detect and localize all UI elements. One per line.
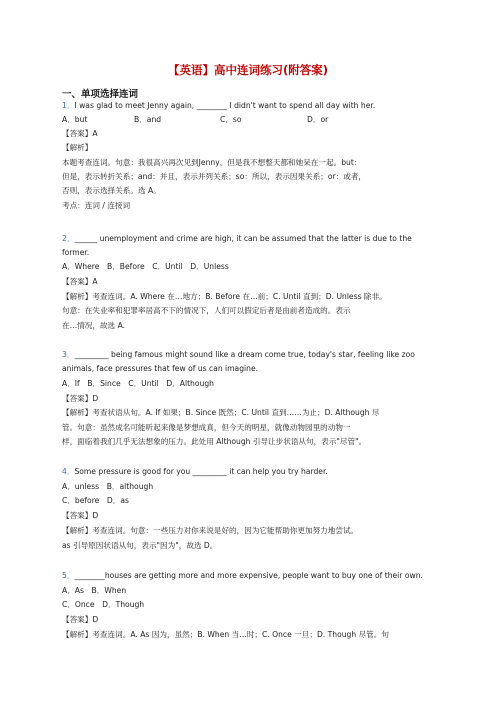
section-heading: 一、单项选择连词 bbox=[62, 89, 139, 100]
question-2-stem bbox=[62, 234, 412, 244]
analysis-line: 句意：在失业率和犯罪率居高不下的情况下，人们可以假定后者是由前者造成的。表示 bbox=[62, 306, 351, 315]
question-5-stem bbox=[62, 571, 423, 581]
analysis-line: 样，面临着我们几乎无法想象的压力。此处用 Although 引导让步状语从句，表示"尽管"。 bbox=[62, 437, 367, 446]
analysis-line: 【解析】考查状语从句。A. If 如果；B. Since 既然；C. Until 直到……为止；D. Although 尽 bbox=[62, 408, 380, 417]
analysis-line: 【解析】考查连词。A. Where 在…地方；B. Before 在…前；C. Until 直到；D. Unless 除非。 bbox=[62, 292, 387, 301]
analysis-line: as 引导原因状语从句，表示"因为"，故选 D。 bbox=[62, 541, 218, 550]
option-b: B．and bbox=[134, 115, 162, 124]
options-line: A．Where B．Before C．Until D．Unless bbox=[62, 262, 229, 271]
question-number: 1． bbox=[62, 101, 75, 110]
options-line: A．If B．Since C．Until D．Although bbox=[62, 379, 214, 388]
question-number: 2． bbox=[62, 234, 75, 243]
option-c: C．so bbox=[220, 115, 242, 124]
page-title: 【英语】高中连词练习(附答案) bbox=[167, 63, 328, 77]
options-line: A．As B．When bbox=[62, 586, 127, 595]
analysis-label: 【解析】 bbox=[62, 143, 93, 152]
knowledge-point: 考点：连词 / 连接词 bbox=[62, 201, 131, 210]
question-text: ________houses are getting more and more expensive, people want to buy one of their own. bbox=[74, 571, 423, 580]
question-text-cont: former. bbox=[62, 248, 90, 257]
analysis-line: 管。句意：虽然成名可能听起来像是梦想成真，但今天的明星，就像动物园里的动物一 bbox=[62, 423, 351, 432]
options-line: A．unless B．although bbox=[62, 482, 154, 491]
question-text: _________ being famous might sound like a dream come true, today's star, feeling like zoo bbox=[74, 350, 415, 359]
answer-line: 【答案】A bbox=[62, 129, 98, 138]
question-3-stem bbox=[62, 350, 415, 360]
analysis-line: 【解析】考查连词。A. As 因为，虽然；B. When 当…时；C. Once 一旦；D. Though 尽管。句 bbox=[62, 630, 389, 639]
analysis-line: 否则，表示选择关系。选 A。 bbox=[62, 186, 161, 195]
answer-line: 【答案】D bbox=[62, 615, 99, 624]
analysis-line: 但是，表示转折关系；and：并且，表示并列关系；so：所以，表示因果关系；or：或者， bbox=[62, 172, 367, 181]
options-line: C．before D．as bbox=[62, 496, 129, 505]
option-a: A．but bbox=[62, 115, 88, 124]
analysis-line: 在…情况，故选 A. bbox=[62, 321, 126, 330]
question-number: 5． bbox=[62, 571, 75, 580]
answer-line: 【答案】D bbox=[62, 394, 99, 403]
question-number: 4． bbox=[62, 467, 75, 476]
question-4-stem bbox=[62, 467, 328, 477]
question-text: ______ unemployment and crime are high, it can be assumed that the latter is due to the bbox=[74, 234, 412, 243]
analysis-line: 本题考查连词。句意：我很高兴再次见到Jenny，但是我不想整天都和她呆在一起。but： bbox=[62, 158, 362, 167]
question-text: I was glad to meet Jenny again, ________ I didn't want to spend all day with her. bbox=[74, 101, 376, 110]
option-d: D．or bbox=[307, 115, 329, 124]
question-1-stem bbox=[62, 101, 375, 111]
options-line: C．Once D．Though bbox=[62, 600, 145, 609]
question-number: 3． bbox=[62, 350, 75, 359]
answer-line: 【答案】D bbox=[62, 511, 99, 520]
answer-line: 【答案】A bbox=[62, 277, 98, 286]
analysis-line: 【解析】考查连词。句意：一些压力对你来说是好的，因为它能帮助你更加努力地尝试。 bbox=[62, 526, 359, 535]
question-text: Some pressure is good for you _________ it can help you try harder. bbox=[74, 467, 328, 476]
question-text-cont: animals, face pressures that few of us can imagine. bbox=[62, 364, 259, 373]
